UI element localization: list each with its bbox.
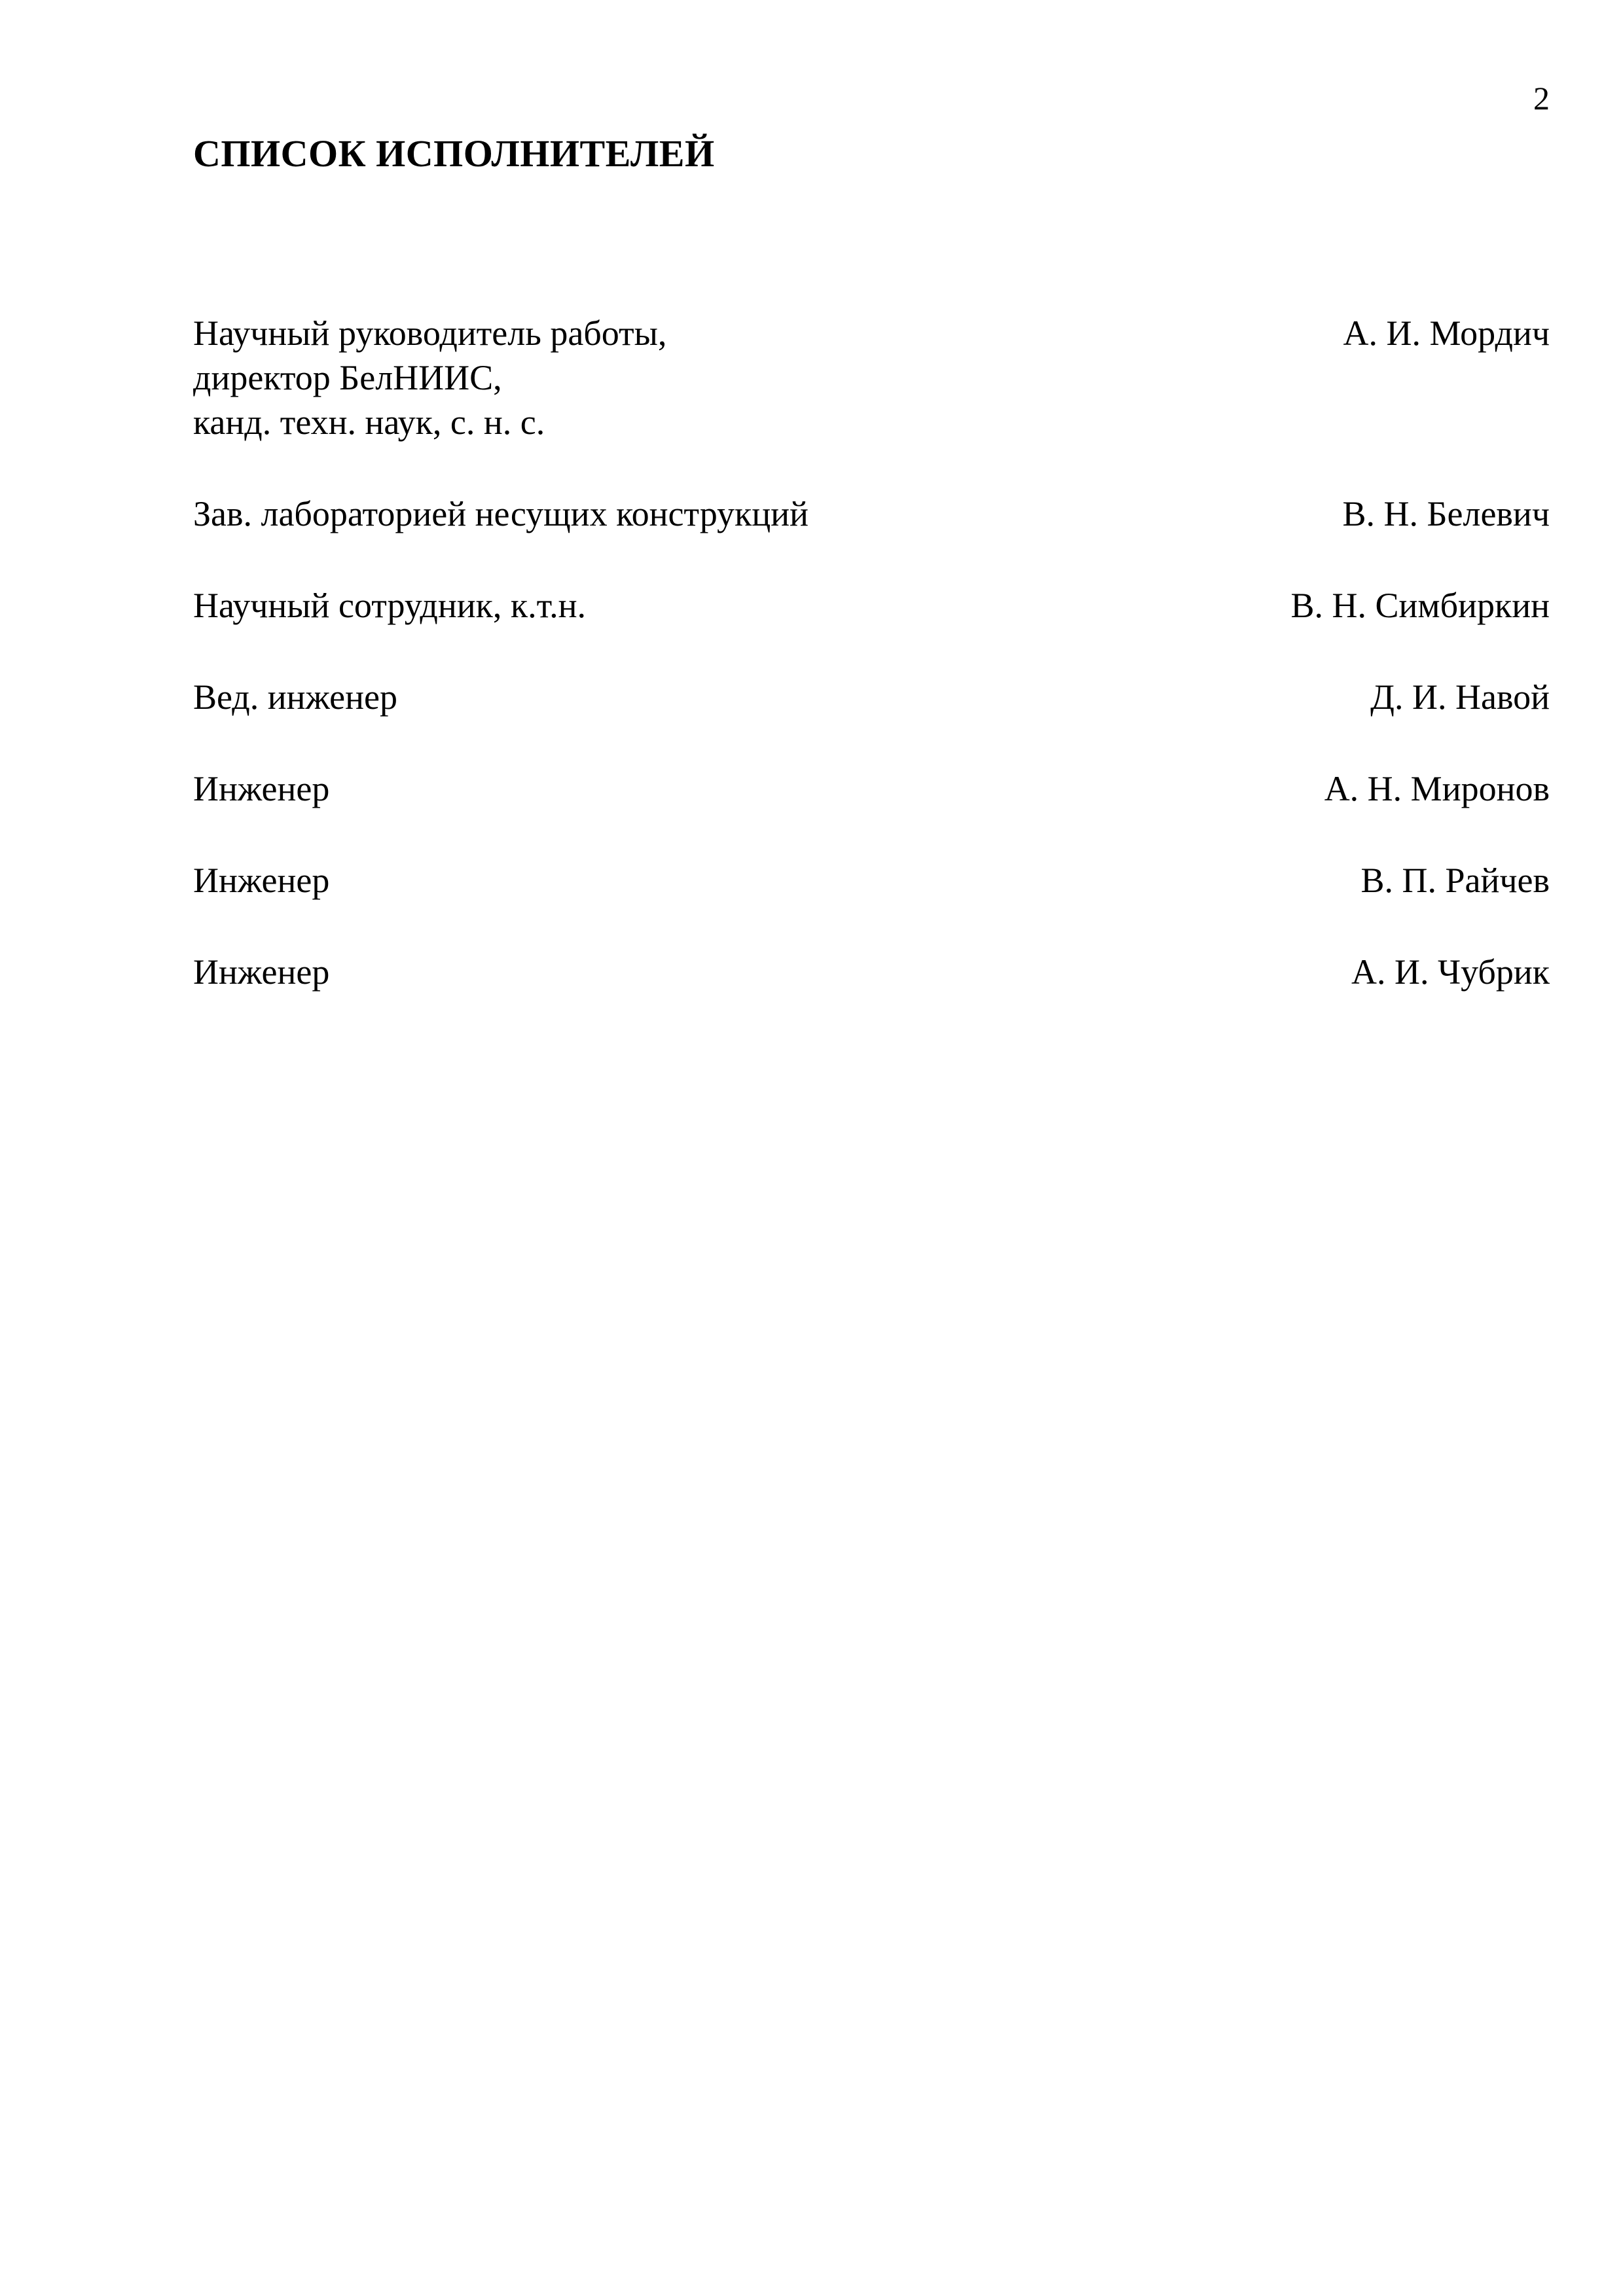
performer-row	[193, 311, 1550, 444]
performer-name: А. И. Мордич	[1343, 314, 1550, 353]
role-line: директор БелНИИС,	[193, 358, 502, 397]
performer-role	[193, 311, 666, 444]
performer-row	[193, 583, 1550, 628]
performer-row	[193, 492, 1550, 536]
role-line: Научный сотрудник, к.т.н.	[193, 586, 587, 625]
performer-row	[193, 766, 1550, 811]
page-number: 2	[1533, 80, 1550, 117]
performer-role	[193, 583, 586, 628]
role-line: Научный руководитель работы,	[193, 314, 667, 353]
performer-row	[193, 950, 1550, 994]
performers-list	[193, 311, 1550, 994]
performer-role	[193, 858, 329, 903]
performer-name: А. Н. Миронов	[1324, 769, 1550, 808]
performer-name: Д. И. Навой	[1370, 677, 1550, 717]
performer-role	[193, 492, 809, 536]
performer-name: А. И. Чубрик	[1351, 952, 1550, 992]
role-line: Инженер	[193, 769, 330, 808]
role-line: Зав. лабораторией несущих конструкций	[193, 494, 809, 533]
role-line: Инженер	[193, 861, 330, 900]
role-line: Инженер	[193, 952, 330, 992]
performer-role	[193, 950, 329, 994]
performer-name: В. Н. Симбиркин	[1290, 586, 1550, 625]
performer-row	[193, 858, 1550, 903]
role-line: канд. техн. наук, с. н. с.	[193, 403, 545, 442]
performer-role	[193, 675, 397, 719]
performer-role	[193, 766, 329, 811]
performer-name: В. Н. Белевич	[1342, 494, 1550, 533]
performer-row	[193, 675, 1550, 719]
role-line: Вед. инженер	[193, 677, 397, 717]
page-title: СПИСОК ИСПОЛНИТЕЛЕЙ	[193, 132, 715, 175]
performer-name: В. П. Райчев	[1360, 861, 1550, 900]
